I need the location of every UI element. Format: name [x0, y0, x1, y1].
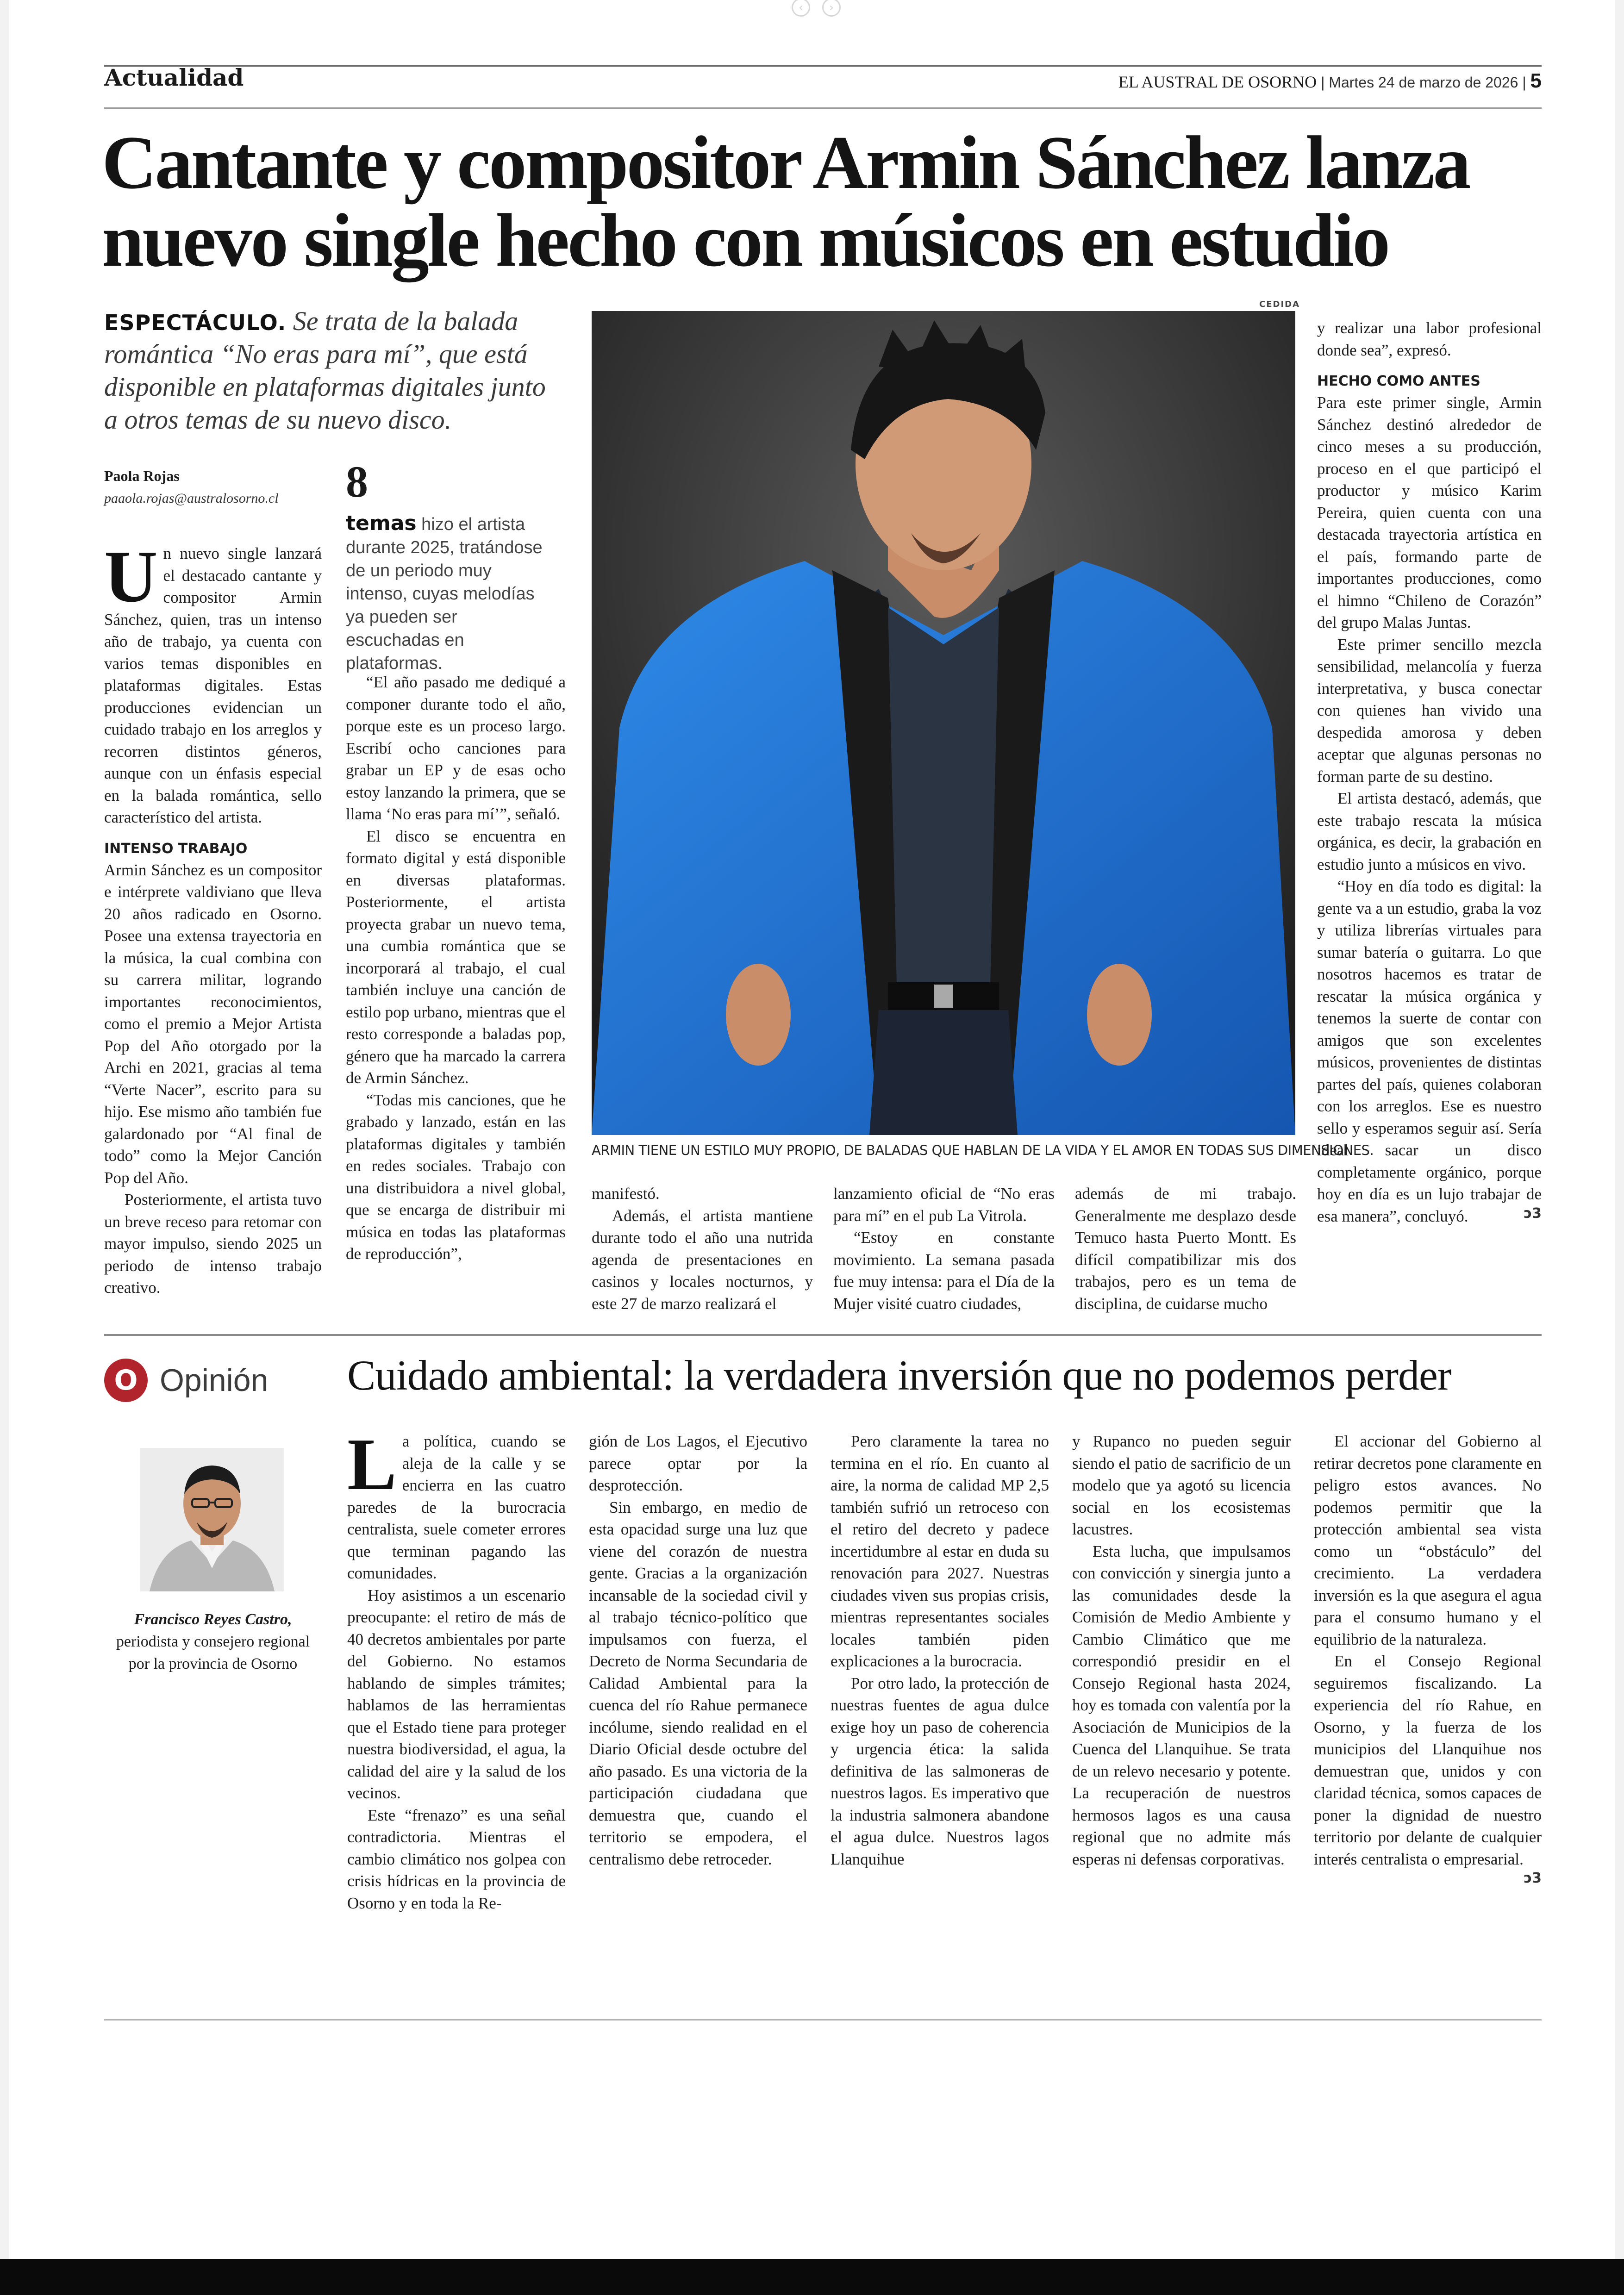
photo-credit: CEDIDA — [1259, 299, 1300, 309]
kicker-text: Se trata de la balada romántica “No eras para mí”, que está disponible en plataformas digitales junto a otros temas de su nuevo disco. — [104, 306, 546, 435]
end-mark-icon: ↄ3 — [1524, 1870, 1542, 1886]
header-bottom-rule — [104, 107, 1542, 109]
subhead-intenso-trabajo: INTENSO TRABAJO — [104, 840, 248, 857]
article-column-1 — [104, 535, 322, 1299]
lead-paragraph: La política, cuando se aleja de la calle y se encierra en las cuatro paredes de la burocracia centralista, suele cometer errores que terminan pagando las comunidades. — [347, 1423, 566, 1582]
opinion-badge-icon: O — [104, 1359, 148, 1402]
article-headline: Cantante y compositor Armin Sánchez lanza nuevo single hecho con músicos en estudio — [102, 121, 1469, 282]
paragraph: lanzamiento oficial de “No eras para mí” en el pub La Vitrola. — [833, 1185, 1055, 1225]
opinion-column-3 — [831, 1430, 1049, 1870]
paragraph: Sin embargo, en medio de esta opacidad surge una luz que viene del corazón de nuestra gente. Gracias a la organización incansable de la sociedad civil y al trabajo técnico-político que impulsamos con fuerza, el Decreto de Norma Secundaria de Calidad Ambiental para la cuenca del río Rahue permanece incólume, siendo realidad en el Diario Oficial desde octubre del año pasado. Es una victoria de la participación ciudadana que demuestra que, cuando el territorio se empodera, el centralismo debe retroceder. — [589, 1498, 807, 1868]
newspaper-page — [9, 0, 1615, 2259]
photo-caption: ARMIN TIENE UN ESTILO MUY PROPIO, DE BALADAS QUE HABLAN DE LA VIDA Y EL AMOR EN TODAS SUS DIMENSIONES. — [592, 1142, 1374, 1158]
drop-cap: L — [347, 1423, 397, 1505]
paragraph: Esta lucha, que impulsamos con convicción y sinergia junto a las comunidades desde la Comisión de Medio Ambiente y Cambio Climático que me correspondió presidir en el Consejo Regional hasta 2024, hoy es tomada con valentía por la Asociación de Municipios de la Cuenca del Llanquihue. Se trata de un relevo necesario y potente. La recuperación de nuestros hermosos lagos es una causa regional que no admite más esperas ni defensas corporativas. — [1072, 1542, 1291, 1868]
paragraph: El disco se encuentra en formato digital y está disponible en diversas plataformas. Posteriormente, el artista proyecta grabar un nuevo tema, una cumbia romántica que se incorporará al trabajo, el cual también incluye una canción de estilo pop urbano, mientras que el resto corresponde a baladas pop, género que ha marcado la carrera de Armin Sánchez. — [346, 827, 566, 1087]
stat-word: temas — [346, 511, 417, 535]
author-email[interactable]: paaola.rojas@australosorno.cl — [104, 491, 279, 506]
footer-rule — [104, 2019, 1542, 2021]
opinion-label: Opinión — [160, 1363, 269, 1398]
paragraph: y realizar una labor profesional donde sea”, expresó. — [1317, 319, 1542, 359]
article-column-3 — [592, 1183, 813, 1315]
page-number: 5 — [1530, 69, 1542, 92]
section-divider — [104, 1334, 1542, 1336]
paragraph: además de mi trabajo. Generalmente me desplazo desde Temuco hasta Puerto Montt. Es difícil compatibilizar mis dos trabajos, pero es un tema de disciplina, de cuidarse mucho — [1075, 1185, 1296, 1313]
author-avatar — [140, 1448, 284, 1591]
lead-paragraph: Un nuevo single lanzará el destacado cantante y compositor Armin Sánchez, quien, tras un intenso año de trabajo, ya cuenta con varios temas disponibles en plataformas digitales. Estas producciones evidencian un cuidado trabajo en los arreglos y recorren distintos géneros, aunque con un énfasis especial en la balada romántica, sello característico del artista. — [104, 535, 322, 826]
quote-paragraph: “Estoy en constante movimiento. La semana pasada fue muy intensa: para el Día de la Mujer visité cuatro ciudades, — [833, 1229, 1055, 1313]
opinion-title: Cuidado ambiental: la verdadera inversión que no podemos perder — [347, 1352, 1451, 1399]
stat-description: hizo el artista durante 2025, tratándose de un periodo muy intenso, cuyas melodías ya pueden ser escuchadas en plataformas. — [346, 515, 543, 673]
paragraph: Además, el artista mantiene durante todo el año una nutrida agenda de presentaciones en casinos y locales nocturnos, y este 27 de marzo realizará el — [592, 1206, 813, 1313]
header-top-rule — [104, 65, 1542, 67]
publication-name: EL AUSTRAL DE OSORNO — [1118, 73, 1317, 91]
paragraph: Armin Sánchez es un compositor e intérprete valdiviano que lleva 20 años radicado en Osorno. Posee una extensa trayectoria en la música, la cual combina con su carrera militar, logrando importantes reconocimientos, como el premio a Mejor Artista Pop del Año otorgado por la Archi en 2021, gracias al tema “Verte Nacer”, escrito para su hijo. Ese mismo año también fue galardonado por “Al final de todo” como la Mejor Canción Pop del Año. — [104, 861, 322, 1187]
end-mark-icon: ↄ3 — [1524, 1205, 1542, 1222]
section-label: Actualidad — [104, 64, 244, 91]
opinion-column-4 — [1072, 1430, 1291, 1870]
folio: EL AUSTRAL DE OSORNO | Martes 24 de marzo de 2026 | 5 — [1118, 69, 1542, 92]
quote-paragraph: “Todas mis canciones, que he grabado y lanzado, están en las plataformas digitales y también en redes sociales. Trabajo con una distribuidora a nivel global, que se encarga de distribuir mi música en todas las plataformas de reproducción”, — [346, 1091, 566, 1263]
artist-photo — [592, 311, 1295, 1135]
article-column-4 — [833, 1183, 1055, 1315]
paragraph: Pero claramente la tarea no termina en el río. En cuanto al aire, la norma de calidad MP 2,5 también sufrió un retroceso con el retiro del decreto y padece incertidumbre al estar en duda su renovación para 2027. Nuestras ciudades viven sus propias crisis, mientras representantes sociales locales también piden explicaciones a la burocracia. — [831, 1432, 1049, 1670]
quote-paragraph: “Hoy en día todo es digital: la gente va a un estudio, graba la voz y utiliza librerías virtuales para sumar batería o guitarra. Lo que nosotros hacemos es tratar de rescatar la música orgánica y tenemos la suerte de contar con amigos que son excelentes músicos, provenientes de distintas partes del país, quienes colaboran con los arreglos. Ese es nuestro sello y esperamos seguir así. Sería ideal sacar un disco completamente orgánico, porque hoy en día es un lujo trabajar de esa manera”, concluyó. ↄ3 — [1317, 877, 1542, 1225]
author-portrait — [140, 1448, 284, 1591]
page-nav — [792, 0, 841, 17]
article-column-5 — [1075, 1183, 1296, 1315]
stat-box — [346, 511, 550, 675]
article-column-2 — [346, 671, 566, 1265]
paragraph: El artista destacó, además, que este trabajo rescata la música orgánica, es decir, la grabación en estudio junto a músicos en vivo. — [1317, 789, 1542, 873]
prev-page-button[interactable]: ‹ — [792, 0, 810, 17]
opinion-author-role: periodista y consejero regional por la provincia de Osorno — [116, 1633, 310, 1672]
quote-paragraph: “El año pasado me dediqué a componer durante todo el año, porque este es un proceso largo. Escribí ocho canciones para grabar un EP y de esas ocho estoy lanzando la primera, que se llama ‘No eras para mí’”, señaló. — [346, 673, 566, 823]
paragraph: Por otro lado, la protección de nuestras fuentes de agua dulce exige hoy un paso de coherencia y urgencia ética: la salida definitiva de las salmoneras de nuestros lagos. Es imperativo que la industria salmonera abandone el agua dulce. Nuestros lagos Llanquihue — [831, 1674, 1049, 1868]
stat-number: 8 — [346, 457, 368, 506]
author-name: Paola Rojas — [104, 468, 180, 484]
paragraph: manifestó. — [592, 1185, 660, 1203]
viewer-bottom-bar — [0, 2259, 1624, 2295]
opinion-column-1 — [347, 1423, 566, 1914]
artist-photo-illustration — [592, 311, 1295, 1135]
drop-cap: U — [104, 535, 158, 617]
paragraph: y Rupanco no pueden seguir siendo el patio de sacrificio de un modelo que ya agotó su licencia social en los ecosistemas lacustres. — [1072, 1432, 1291, 1538]
article-column-6 — [1317, 317, 1542, 1227]
opinion-author-name: Francisco Reyes Castro, — [134, 1611, 292, 1628]
opinion-author — [104, 1609, 322, 1675]
subhead-hecho-como-antes: HECHO COMO ANTES — [1317, 373, 1480, 389]
paragraph: gión de Los Lagos, el Ejecutivo parece optar por la desprotección. — [589, 1432, 807, 1494]
paragraph: En el Consejo Regional seguiremos fiscalizando. La experiencia del río Rahue, en Osorno, y la fuerza de los municipios del Llanquihue nos demuestran que, unidos y con claridad técnica, somos capaces de poner la dignidad de nuestro territorio por delante de cualquier interés centralista o empresarial. ↄ3 — [1314, 1652, 1542, 1886]
paragraph: Este primer sencillo mezcla sensibilidad, melancolía y fuerza interpretativa, y busca conectar con quienes han vivido una despedida amorosa y deben aceptar que algunas personas no forman parte de su destino. — [1317, 635, 1542, 786]
paragraph: Posteriormente, el artista tuvo un breve receso para retomar con mayor impulso, siendo 2025 un periodo de intenso trabajo creativo. — [104, 1191, 322, 1297]
article-kicker — [104, 305, 562, 436]
paragraph: Para este primer single, Armin Sánchez destinó alrededor de cinco meses a su producción, proceso en el que participó el productor y músico Karim Pereira, quien cuenta con una destacada trayectoria artística en el país, formando parte de importantes producciones, como el himno “Chileno de Corazón” del grupo Malas Juntas. — [1317, 393, 1542, 631]
paragraph: Este “frenazo” es una señal contradictoria. Mientras el cambio climático nos golpea con crisis hídricas en la provincia de Osorno y en toda la Re- — [347, 1806, 566, 1912]
next-page-button[interactable]: › — [822, 0, 841, 17]
opinion-column-2 — [589, 1430, 807, 1870]
paragraph: Hoy asistimos a un escenario preocupante: el retiro de más de 40 decretos ambientales por parte del Gobierno. No estamos hablando de simples trámites; hablamos de las herramientas que el Estado tiene para proteger nuestra biodiversidad, el agua, la calidad del aire y la salud de los vecinos. — [347, 1586, 566, 1802]
kicker-label: ESPECTÁCULO. — [104, 310, 287, 335]
paragraph: El accionar del Gobierno al retirar decretos pone claramente en peligro estos avances. No podemos permitir que la protección ambiental sea vista como un “obstáculo” del crecimiento. La verdadera inversión es la que asegura el agua para el consumo humano y el equilibrio de la naturaleza. — [1314, 1432, 1542, 1648]
opinion-column-5 — [1314, 1430, 1542, 1886]
issue-date: Martes 24 de marzo de 2026 — [1329, 74, 1518, 91]
